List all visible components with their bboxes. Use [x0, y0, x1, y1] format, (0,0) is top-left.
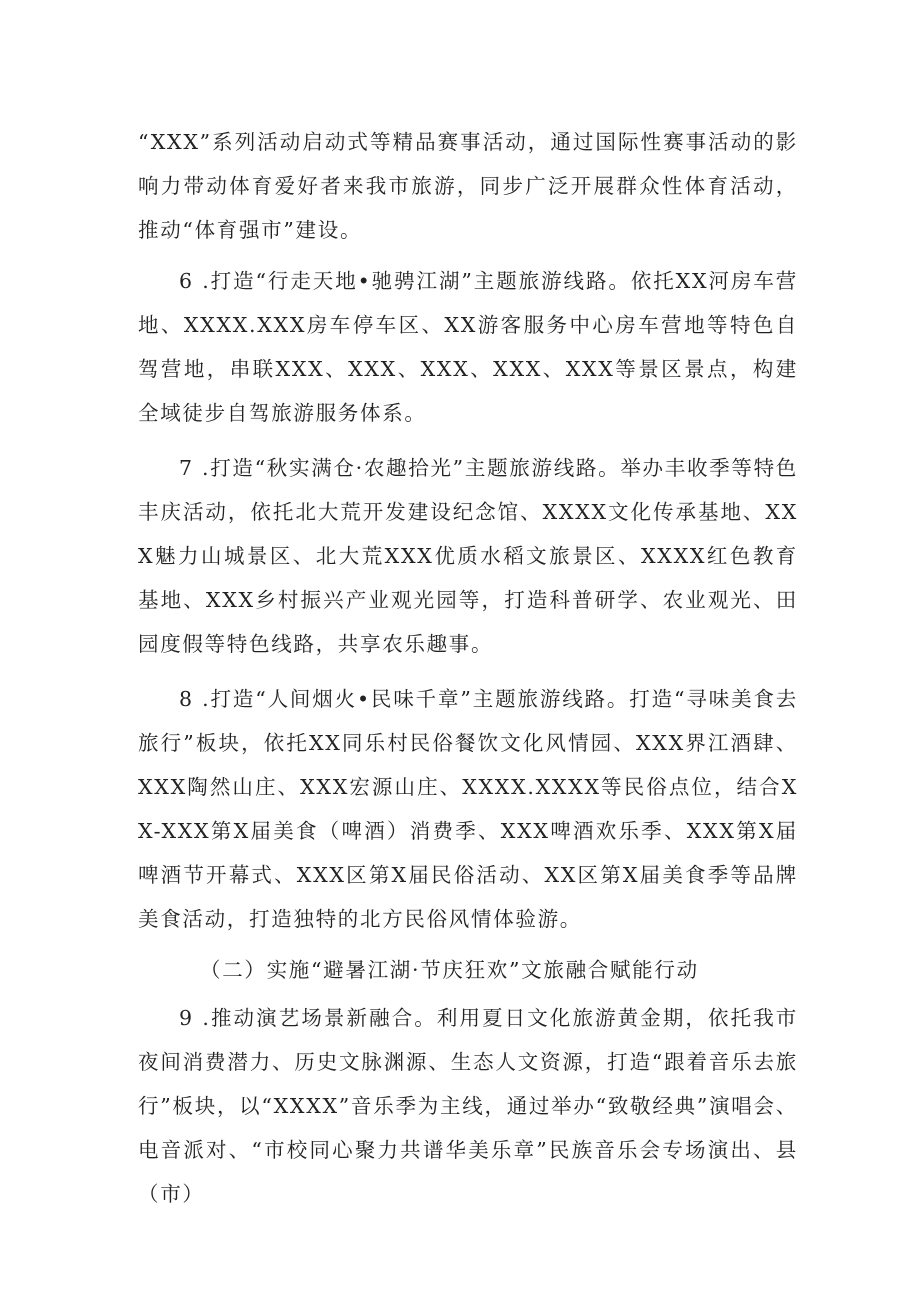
paragraph-item-6: 6 .打造“行走天地•驰骋江湖”主题旅游线路。依托XX河房车营地、XXXX.XXX房车停车区、XX游客服务中心房车营地等特色自驾营地，串联XXX、XXX、XXX、XXX、XXX等景区景点，构建全域徒步自驾旅游服务体系。 — [138, 269, 798, 425]
document-body — [138, 120, 798, 1227]
section-subheading: （二）实施“避暑江湖·节庆狂欢”文旅融合赋能行动 — [200, 958, 699, 982]
paragraph-item-9: 9 .推动演艺场景新融合。利用夏日文化旅游黄金期，依托我市夜间消费潜力、历史文脉渊源、生态人文资源，打造“跟着音乐去旅行”板块，以“XXXX”音乐季为主线，通过举办“致敬经典”演唱会、电音派对、“市校同心聚力共谱华美乐章”民族音乐会专场演出、县（市） — [138, 1006, 798, 1206]
paragraph-item-8: 8 .打造“人间烟火•民味千章”主题旅游线路。打造“寻味美食去旅行”板块，依托XX同乐村民俗餐饮文化风情园、XXX界江酒肆、XXX陶然山庄、XXX宏源山庄、XXXX.XXXX等民俗点位，结合XX-XXX第X届美食（啤酒）消费季、XXX啤酒欢乐季、XXX第X届啤酒节开幕式、XXX区第X届民俗活动、XX区第X届美食季等品牌美食活动，打造独特的北方民俗风情体验游。 — [138, 687, 798, 931]
paragraph-item-7: 7 .打造“秋实满仓·农趣拾光”主题旅游线路。举办丰收季等特色丰庆活动，依托北大荒开发建设纪念馆、XXXX文化传承基地、XXX魅力山城景区、北大荒XXX优质水稻文旅景区、XXXX红色教育基地、XXX乡村振兴产业观光园等，打造科普研学、农业观光、田园度假等特色线路，共享农乐趣事。 — [138, 456, 798, 656]
paragraph-continuation: “XXX”系列活动启动式等精品赛事活动，通过国际性赛事活动的影响力带动体育爱好者来我市旅游，同步广泛开展群众性体育活动，推动“体育强市”建设。 — [138, 130, 798, 242]
